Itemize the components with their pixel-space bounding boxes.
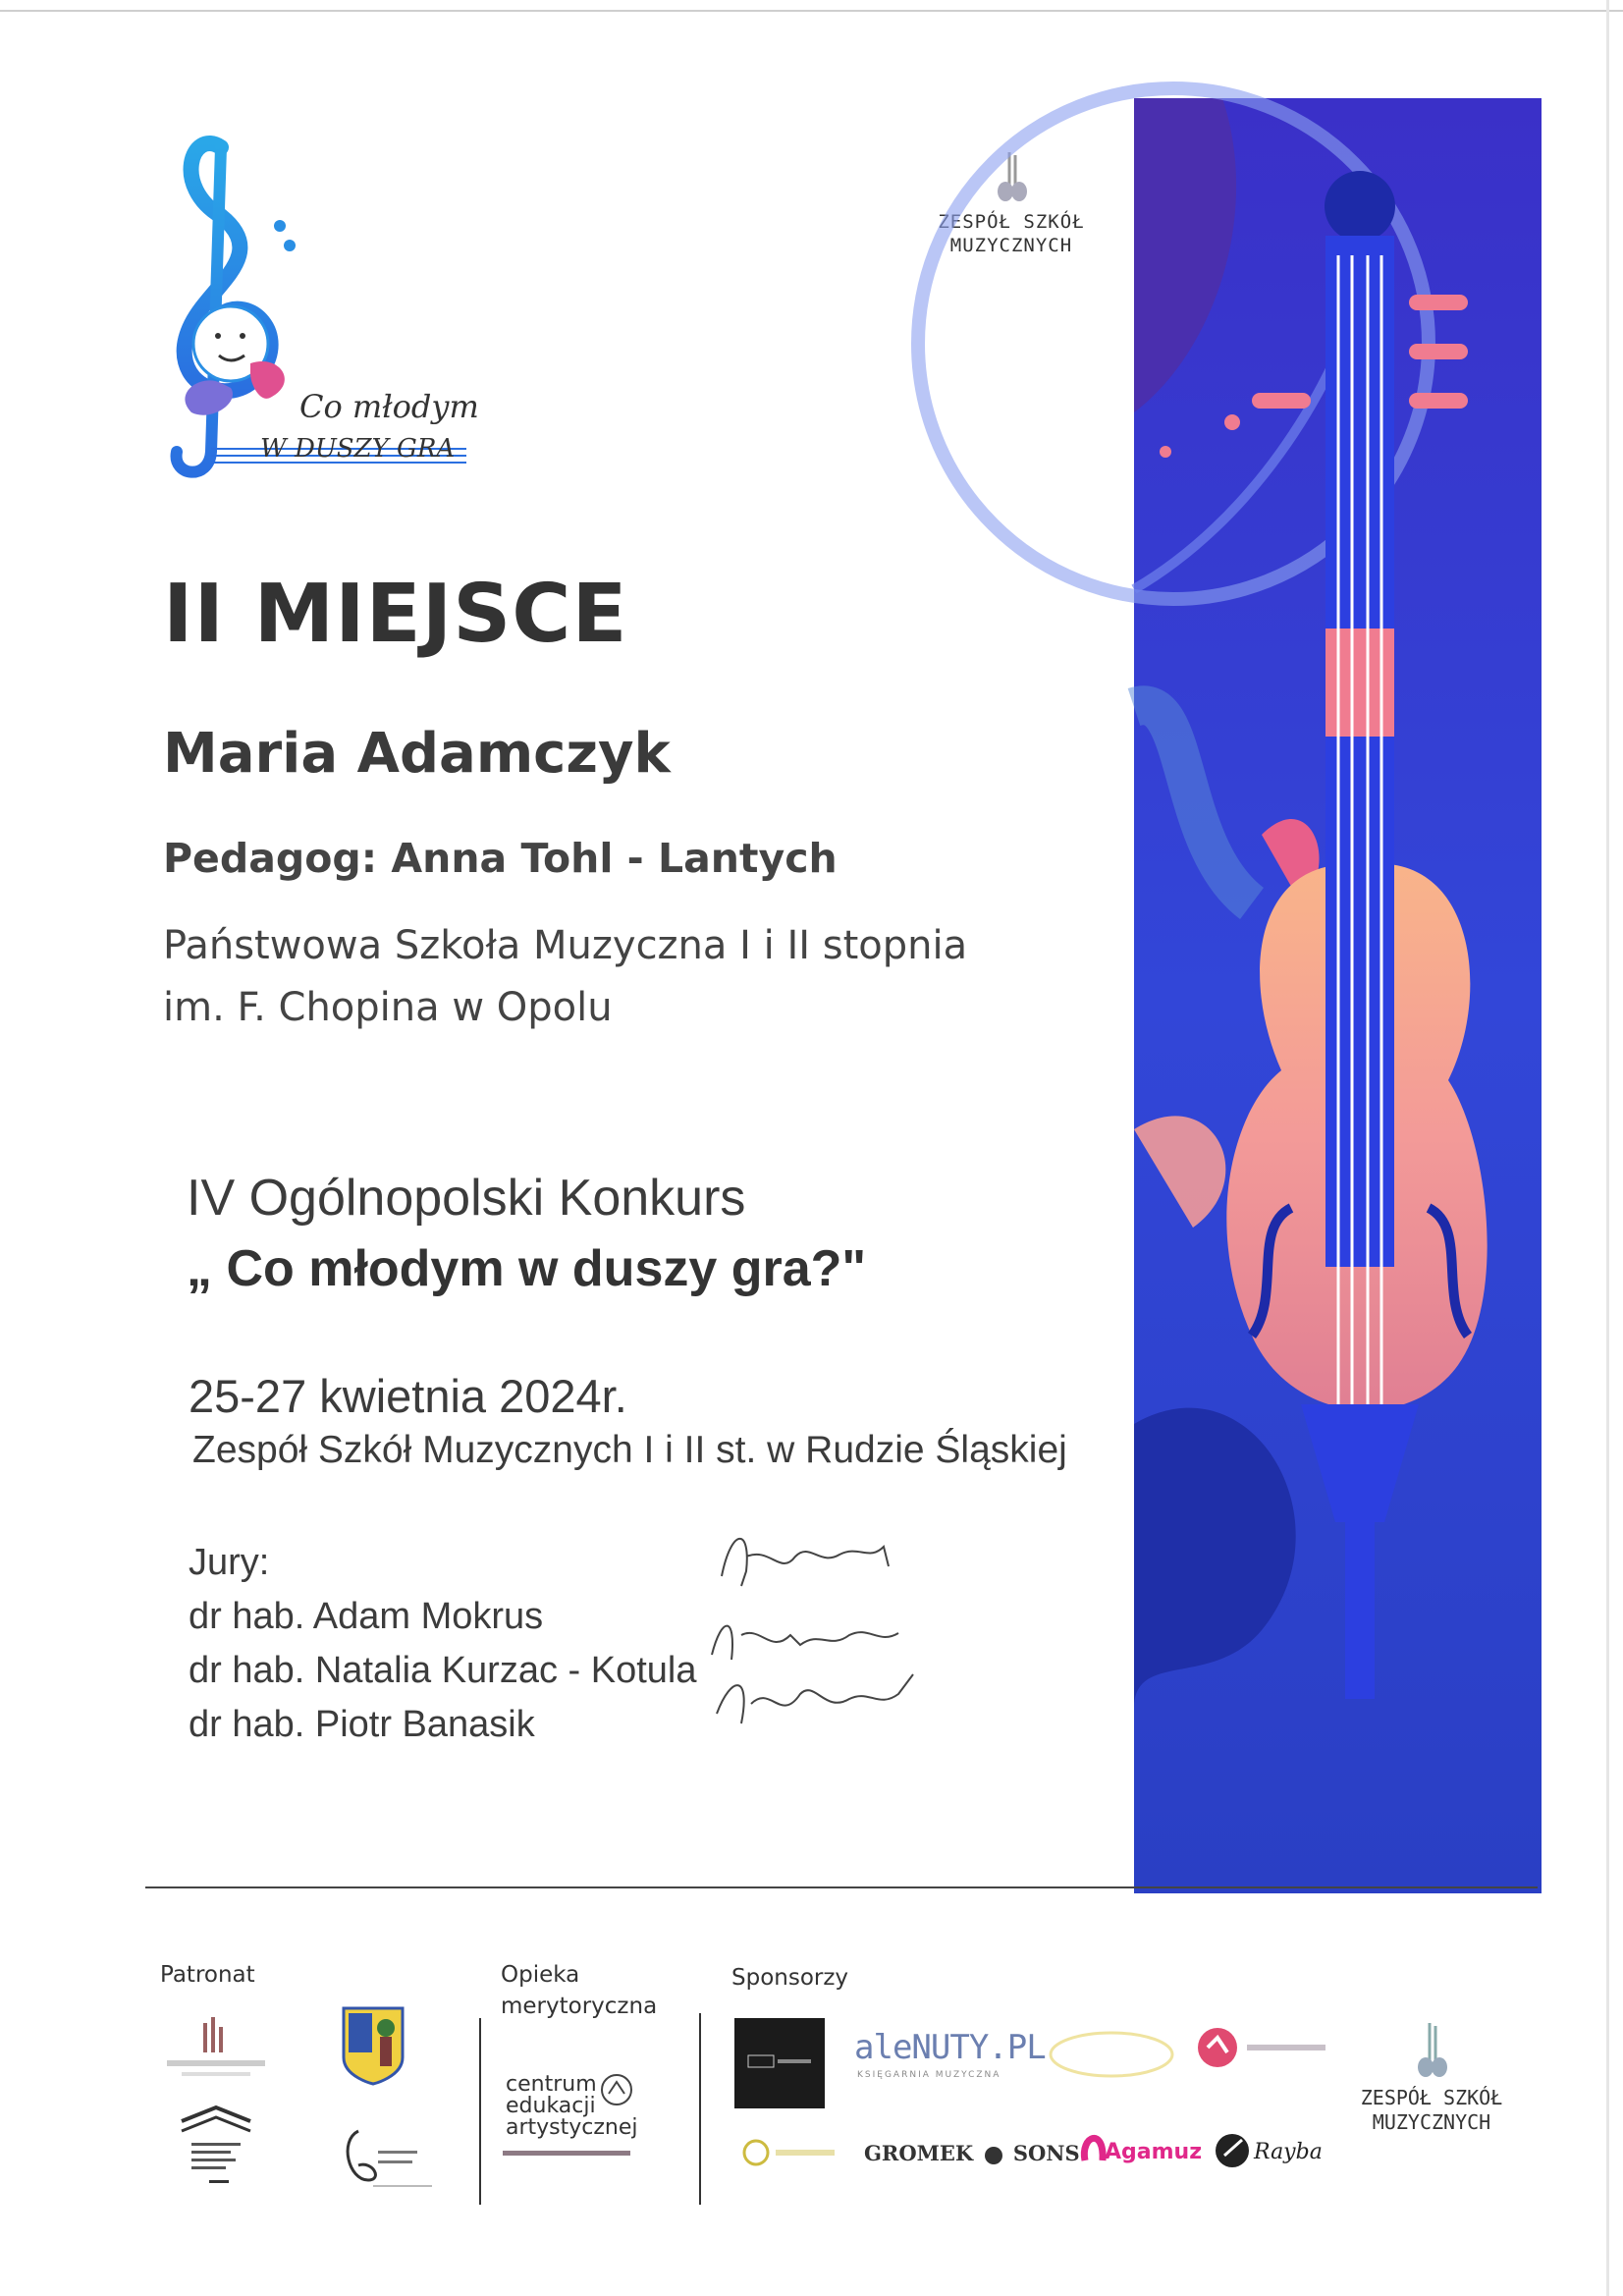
signature-3 [717, 1674, 913, 1723]
sponsor-oval-logo [1046, 2028, 1178, 2082]
sponsor-piano-logo [734, 2018, 825, 2108]
violin-artwork [1134, 98, 1542, 1893]
footer-divider [145, 1886, 1538, 1888]
sponsor-amuz-logo [1075, 2121, 1203, 2175]
top-border [0, 10, 1623, 12]
treble-clef-icon [152, 128, 486, 491]
violin-illustration [1134, 98, 1542, 1893]
laureate-name: Maria Adamczyk [163, 722, 671, 786]
jury-member: dr hab. Piotr Banasik [189, 1704, 535, 1745]
sponsorzy-label: Sponsorzy [731, 1965, 849, 1991]
zsm-logo-bottom [1343, 2018, 1520, 2165]
zsm-line2: MUZYCZNYCH [1372, 2110, 1491, 2134]
festival-logo [152, 128, 486, 491]
gromek-text: GROMEK [864, 2141, 974, 2165]
jury-member: dr hab. Adam Mokrus [189, 1596, 544, 1637]
foundation-logo [329, 2121, 447, 2200]
sponsor-sun-logo [734, 2131, 842, 2175]
jury-heading: Jury: [189, 1542, 270, 1583]
jury-member: dr hab. Natalia Kurzac - Kotula [189, 1650, 697, 1691]
cea-line-3: artystycznej [506, 2115, 638, 2140]
footer-separator [479, 2018, 481, 2205]
footer-separator [699, 2013, 701, 2205]
signature-2 [712, 1626, 898, 1660]
svg-text:Agamuz: Agamuz [1105, 2140, 1203, 2164]
competition-name-1: IV Ogólnopolski Konkurs [187, 1170, 746, 1227]
competition-venue: Zespół Szkół Muzycznych I i II st. w Rudzie Śląskiej [192, 1429, 1067, 1471]
region-logo [172, 2102, 260, 2195]
sponsor-alenuty: aleNUTY.PL [854, 2028, 1046, 2067]
zsm-line2: MUZYCZNYCH [949, 235, 1073, 256]
ministry-logo [162, 2013, 270, 2087]
svg-text:Co młodym: Co młodym [299, 388, 479, 425]
jury-signatures [702, 1517, 938, 1743]
cea-circle-icon [599, 2072, 634, 2107]
sponsor-pink-logo [1193, 2023, 1340, 2077]
award-place: II MIEJSCE [163, 568, 628, 661]
zsm-logo-top [923, 147, 1100, 265]
teacher-name: Pedagog: Anna Tohl - Lantych [163, 835, 838, 882]
competition-date: 25-27 kwietnia 2024r. [189, 1370, 627, 1422]
signature-1 [722, 1539, 889, 1586]
zsm-line1: ZESPÓŁ SZKÓŁ [938, 211, 1085, 233]
school-line-2: im. F. Chopina w Opolu [163, 985, 613, 1030]
sponsor-alenuty-sub: KSIĘGARNIA MUZYCZNA [857, 2070, 1001, 2080]
cea-bar [503, 2151, 630, 2156]
instrument-icon [1402, 2018, 1461, 2082]
cea-line-1: centrum [506, 2072, 597, 2097]
opieka-label: merytoryczna [501, 1994, 658, 2019]
sponsor-rayba-logo [1213, 2126, 1340, 2180]
school-line-1: Państwowa Szkoła Muzyczna I i II stopnia [163, 923, 968, 968]
patronat-label: Patronat [160, 1962, 255, 1988]
svg-text:Rayba: Rayba [1254, 2140, 1323, 2164]
gromek-sons-text: SONS [1012, 2141, 1080, 2165]
cea-line-2: edukacji [506, 2094, 596, 2118]
svg-text:W DUSZY GRA: W DUSZY GRA [260, 434, 456, 464]
opieka-label: Opieka [501, 1962, 580, 1988]
zsm-line1: ZESPÓŁ SZKÓŁ [1360, 2086, 1503, 2109]
page-edge [1606, 0, 1609, 2296]
lion-icon [981, 2145, 1006, 2166]
competition-name-2: „ Co młodym w duszy gra?" [187, 1240, 867, 1297]
sponsor-gromek [864, 2141, 1080, 2166]
city-coat-of-arms-icon [339, 2003, 407, 2087]
